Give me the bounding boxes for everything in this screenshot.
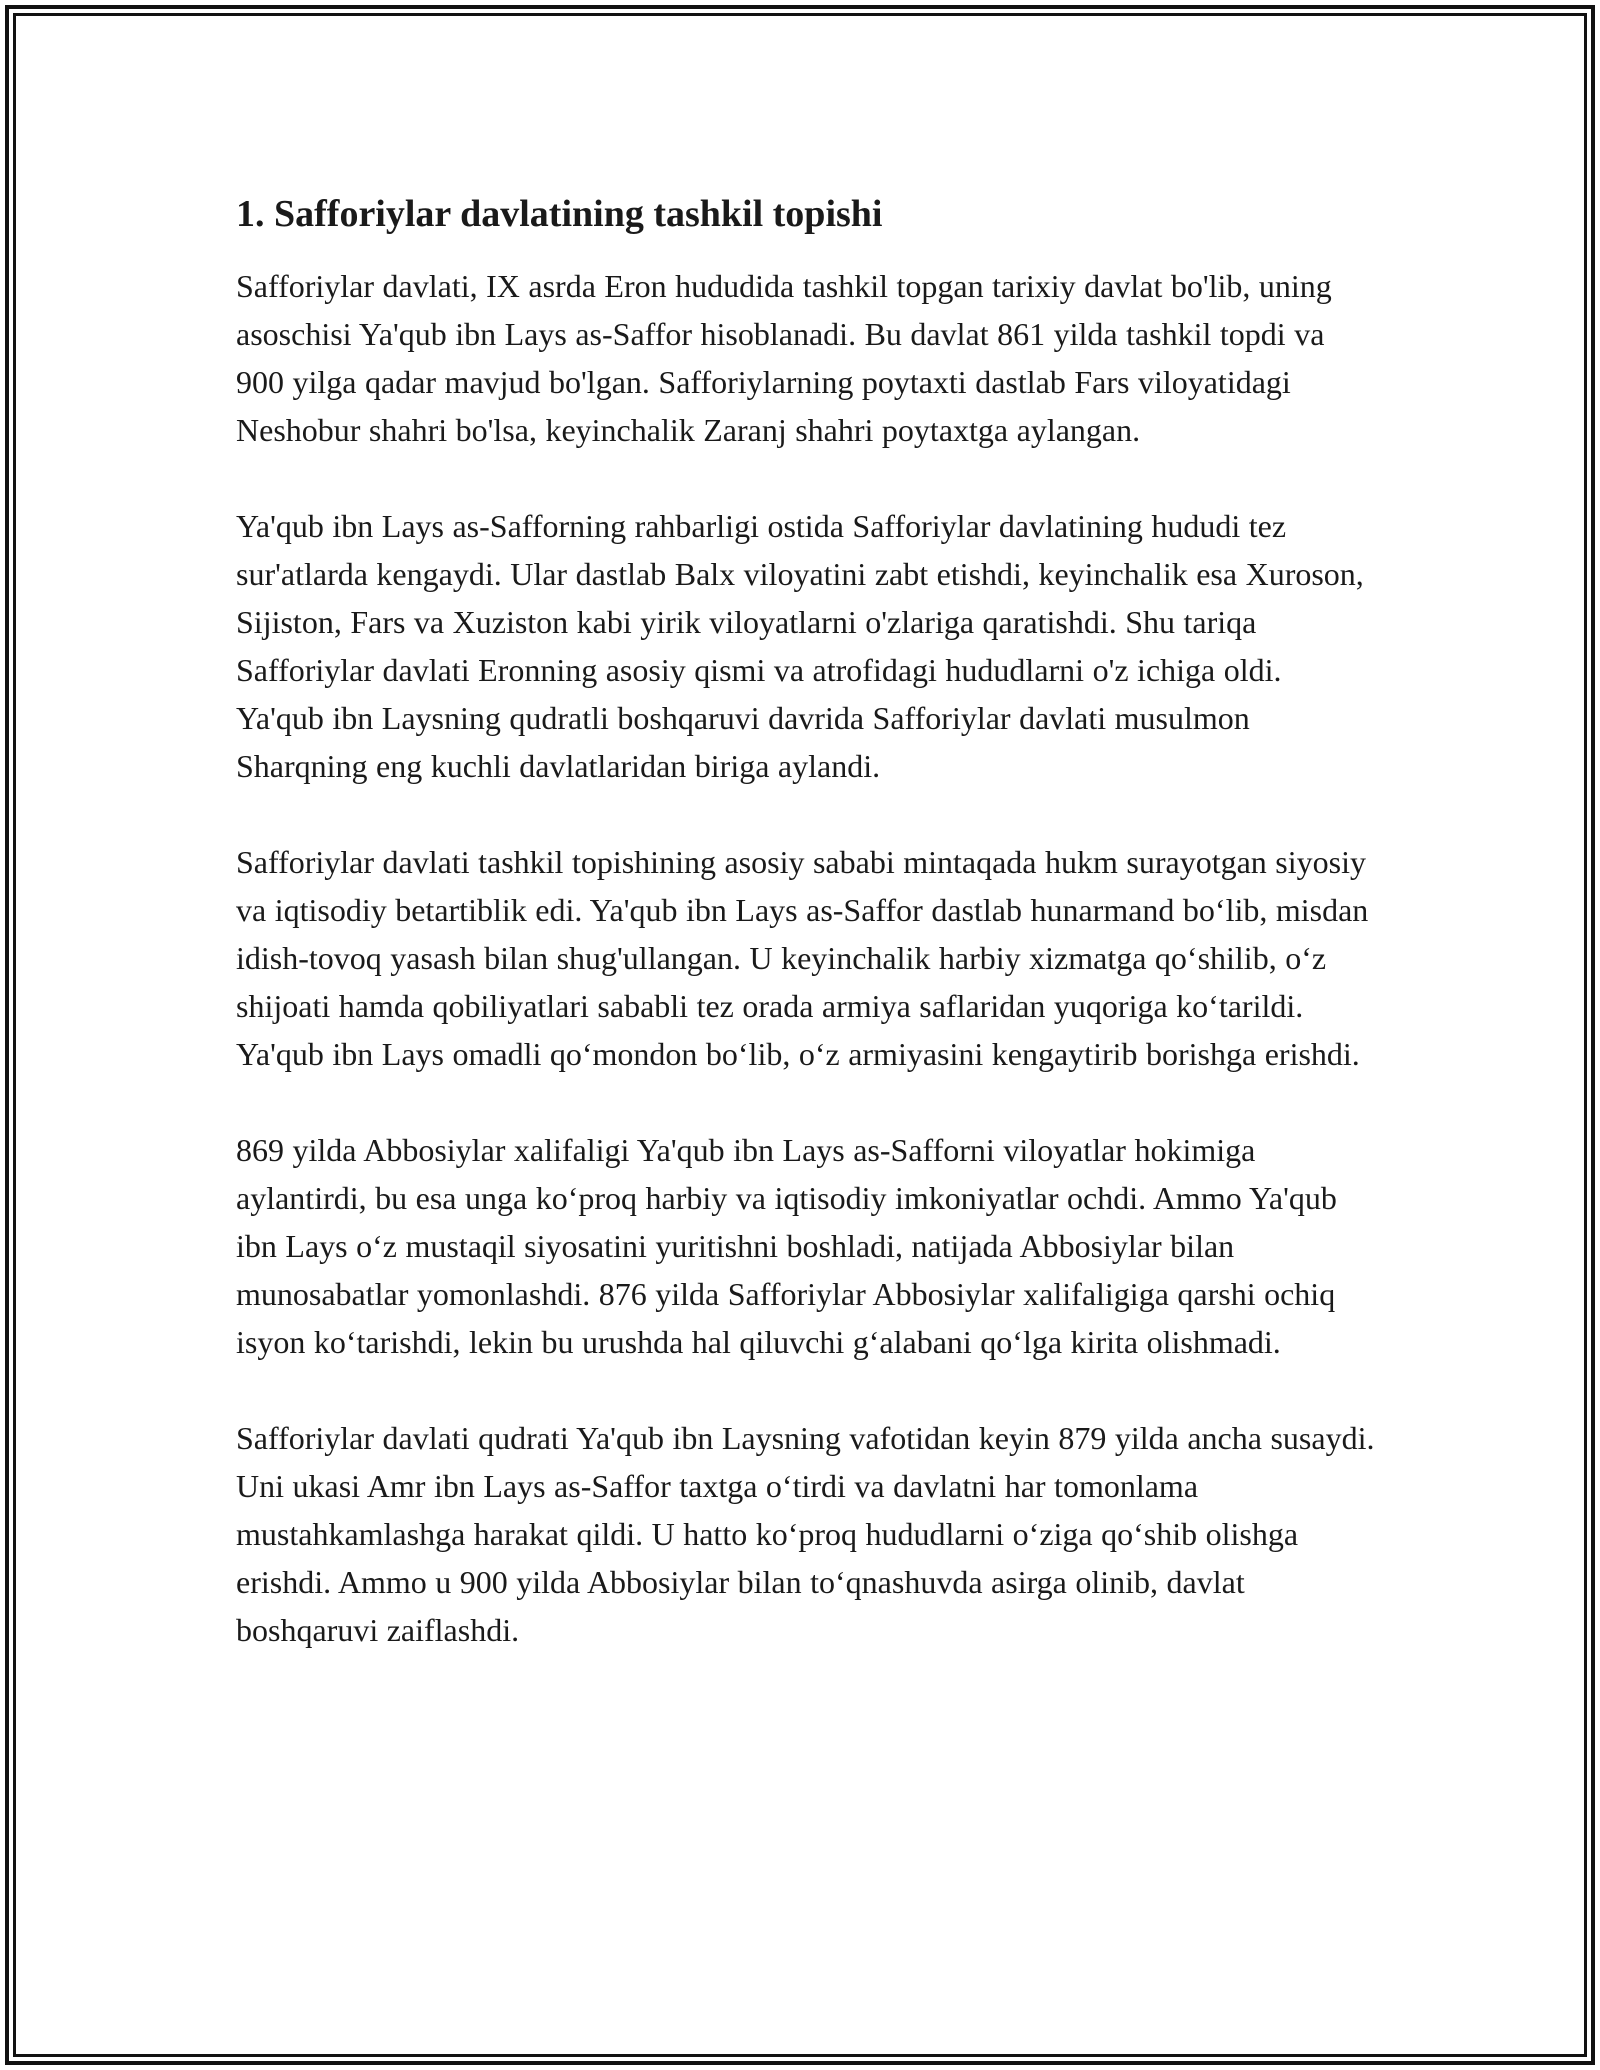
paragraph-2: Ya'qub ibn Lays as-Safforning rahbarligi ostida Safforiylar davlatining hududi tez sur'atlarda kengaydi. Ular dastlab Balx viloyatini zabt etishdi, keyinchalik esa Xuroson, Sijiston, Fars va Xuziston kabi yirik viloyatlarni o'zlariga qaratishdi. Shu tariqa Safforiylar davlati Eronning asosiy qismi va atrofidagi hududlarni o'z ichiga oldi. Ya'qub ibn Laysning qudratli boshqaruvi davrida Safforiylar davlati musulmon Sharqning eng kuchli davlatlaridan biriga aylandi. <box>236 508 1364 784</box>
paragraph-3: Safforiylar davlati tashkil topishining asosiy sababi mintaqada hukm surayotgan siyosiy va iqtisodiy betartiblik edi. Ya'qub ibn Lays as-Saffor dastlab hunarmand bo‘lib, misdan idish-tovoq yasash bilan shug'ullangan. U keyinchalik harbiy xizmatga qo‘shilib, o‘z shijoati hamda qobiliyatlari sababli tez orada armiya saflaridan yuqoriga ko‘tarildi. Ya'qub ibn Lays omadli qo‘mondon bo‘lib, o‘z armiyasini kengaytirib borishga erishdi. <box>236 844 1369 1072</box>
paragraph-5: Safforiylar davlati qudrati Ya'qub ibn Laysning vafotidan keyin 879 yilda ancha susaydi. Uni ukasi Amr ibn Lays as-Saffor taxtga o‘tirdi va davlatni har tomonlama mustahkamlashga harakat qildi. U hatto ko‘proq hududlarni o‘ziga qo‘shib olishga erishdi. Ammo u 900 yilda Abbosiylar bilan to‘qnashuvda asirga olinib, davlat boshqaruvi zaiflashdi. <box>236 1420 1375 1648</box>
section-title: 1. Safforiylar davlatining tashkil topishi <box>236 193 883 235</box>
paragraph-1: Safforiylar davlati, IX asrda Eron hududida tashkil topgan tarixiy davlat bo'lib, uning asoschisi Ya'qub ibn Lays as-Saffor hisoblanadi. Bu davlat 861 yilda tashkil topdi va 900 yilga qadar mavjud bo'lgan. Safforiylarning poytaxti dastlab Fars viloyatidagi Neshobur shahri bo'lsa, keyinchalik Zaranj shahri poytaxtga aylangan. <box>236 268 1332 448</box>
document-body <box>236 186 1376 1702</box>
paragraph-4: 869 yilda Abbosiylar xalifaligi Ya'qub ibn Lays as-Safforni viloyatlar hokimiga aylantirdi, bu esa unga ko‘proq harbiy va iqtisodiy imkoniyatlar ochdi. Ammo Ya'qub ibn Lays o‘z mustaqil siyosatini yuritishni boshladi, natijada Abbosiylar bilan munosabatlar yomonlashdi. 876 yilda Safforiylar Abbosiylar xalifaligiga qarshi ochiq isyon ko‘tarishdi, lekin bu urushda hal qiluvchi g‘alabani qo‘lga kirita olishmadi. <box>236 1132 1337 1360</box>
